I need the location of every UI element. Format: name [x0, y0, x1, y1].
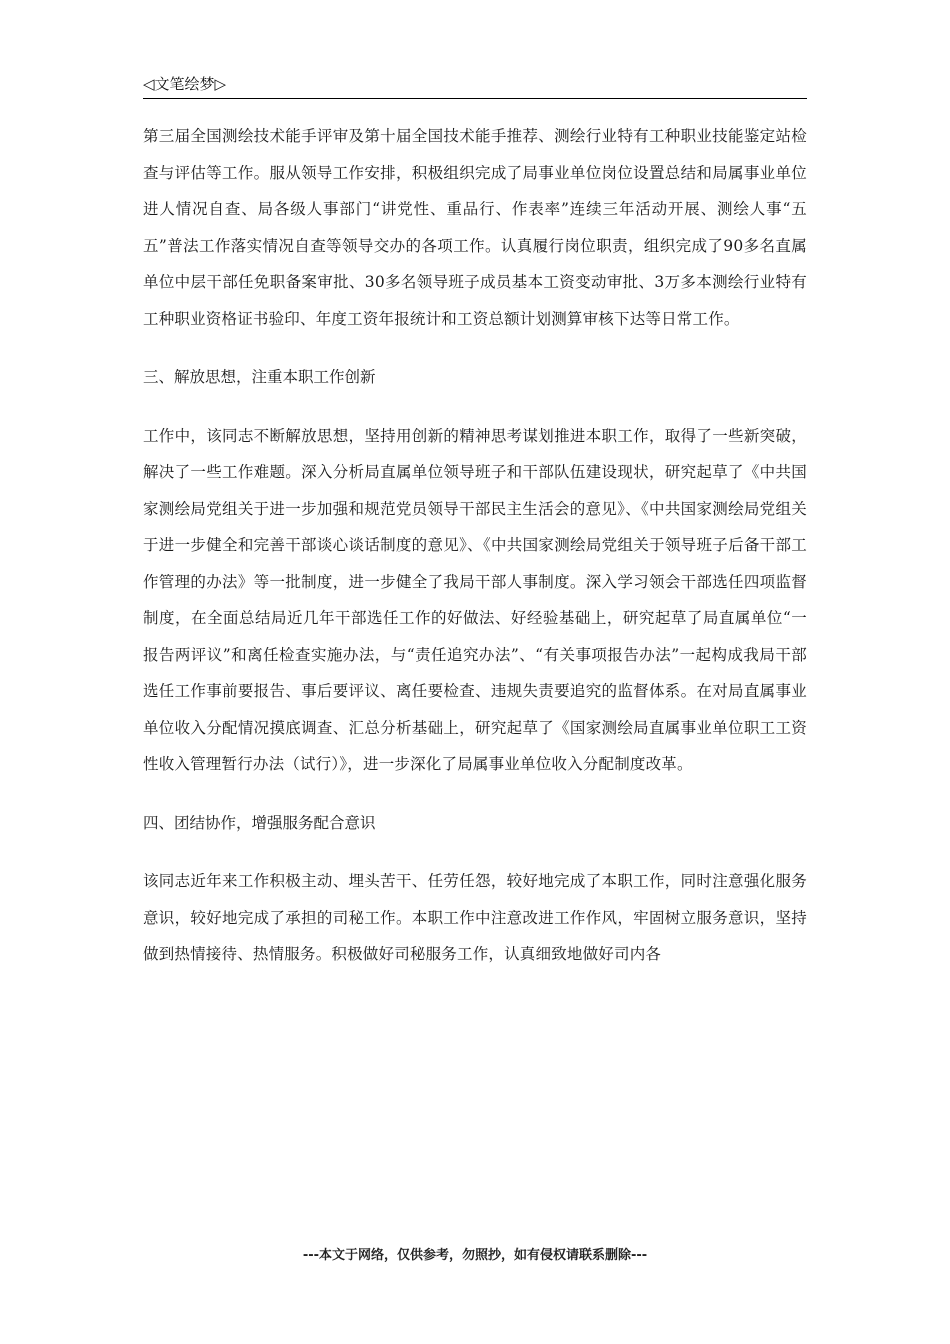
section-heading-4: 四、团结协作，增强服务配合意识	[143, 813, 376, 832]
paragraph-2: 工作中，该同志不断解放思想，坚持用创新的精神思考谋划推进本职工作，取得了一些新突破，解决了一些工作难题。深入分析局直属单位领导班子和干部队伍建设现状，研究起草了《中共国家测绘局党组关于进一步加强和规范党员领导干部民主生活会的意见》、《中共国家测绘局党组关于进一步健全和完善干部谈心谈话制度的意见》、《中共国家测绘局党组关于领导班子后备干部工作管理的办法》等一批制度，进一步健全了我局干部人事制度。深入学习领会干部选任四项监督制度，在全面总结局近几年干部选任工作的好做法、好经验基础上，研究起草了局直属单位“一报告两评议”和离任检查实施办法，与“责任追究办法”、“有关事项报告办法”一起构成我局干部选任工作事前要报告、事后要评议、离任要检查、违规失责要追究的监督体系。在对局直属事业单位收入分配情况摸底调查、汇总分析基础上，研究起草了《国家测绘局直属事业单位职工工资性收入管理暂行办法（试行）》，进一步深化了局属事业单位收入分配制度改革。	[143, 426, 807, 773]
header-brand: ◁文笔绘梦▷	[143, 75, 227, 93]
document-body	[143, 118, 807, 973]
section-heading-3: 三、解放思想，注重本职工作创新	[143, 368, 376, 386]
paragraph-1: 第三届全国测绘技术能手评审及第十届全国技术能手推荐、测绘行业特有工种职业技能鉴定站检查与评估等工作。服从领导工作安排，积极组织完成了局事业单位岗位设置总结和局属事业单位进人情况自查、局各级人事部门“讲党性、重品行、作表率”连续三年活动开展、测绘人事“五五”普法工作落实情况自查等领导交办的各项工作。认真履行岗位职责，组织完成了90多名直属单位中层干部任免职备案审批、30多名领导班子成员基本工资变动审批、3万多本测绘行业特有工种职业资格证书验印、年度工资年报统计和工资总额计划测算审核下达等日常工作。	[143, 127, 807, 328]
paragraph-3: 该同志近年来工作积极主动、埋头苦干、任劳任怨，较好地完成了本职工作，同时注意强化服务意识，较好地完成了承担的司秘工作。本职工作中注意改进工作作风，牢固树立服务意识，坚持做到热情接待、热情服务。积极做好司秘服务工作，认真细致地做好司内各	[143, 872, 807, 963]
footer-notice: ---本文于网络，仅供参考，勿照抄，如有侵权请联系删除---	[302, 1248, 648, 1263]
page-header	[143, 72, 807, 99]
